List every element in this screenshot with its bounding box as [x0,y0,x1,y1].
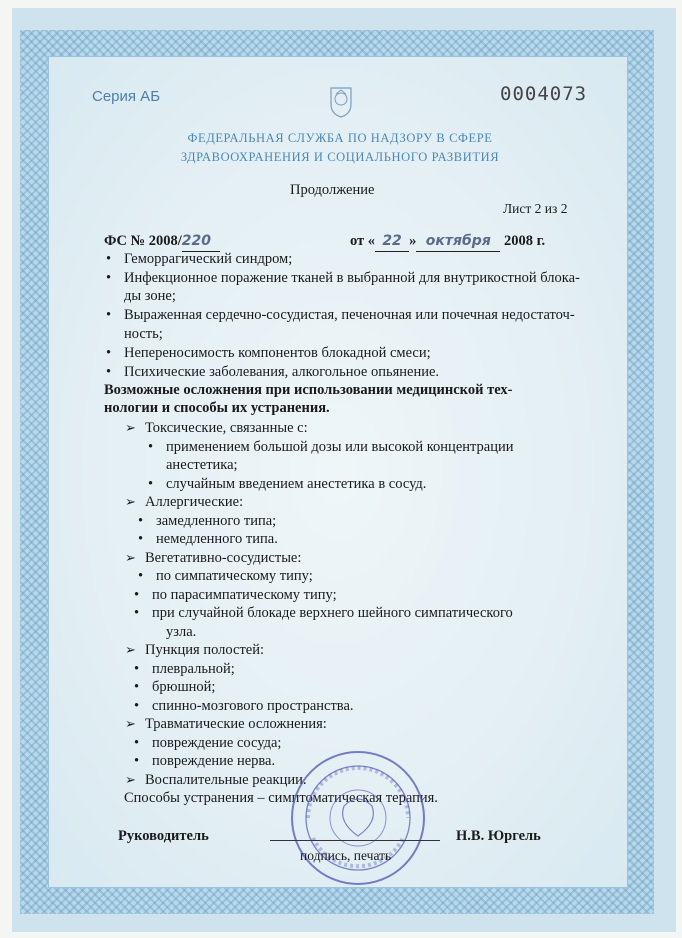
list-item: • повреждение сосуда; [152,733,281,753]
signatory-role: Руководитель [118,828,209,844]
coat-of-arms-icon [326,84,356,118]
list-item: • замедленного типа; [156,511,276,531]
date-prefix: от « [350,233,376,249]
list-item: • по парасимпатическому типу; [152,585,337,605]
list-item: • немедленного типа. [156,529,278,549]
fs-label: ФС № 2008/ [104,233,182,249]
list-item-cont: ды зоне; [124,288,176,304]
complications-title-2: нологии и способы их устранения. [104,400,330,416]
date-year: 2008 г. [503,233,546,249]
remedy-line: Способы устранения – симптоматическая терапия. [124,790,438,806]
group-toxic: ➢ Токсические, связанные с: [145,418,308,438]
agency-line-2: ЗДРАВООХРАНЕНИЯ И СОЦИАЛЬНОГО РАЗВИТИЯ [180,150,500,164]
group-trauma: ➢ Травматические осложнения: [145,714,327,734]
signature-caption: подпись, печать [300,848,392,863]
list-item: • случайным введением анестетика в сосуд. [166,474,426,494]
group-puncture: ➢ Пункция полостей: [145,640,264,660]
group-inflammation: ➢ Воспалительные реакции. [145,770,306,790]
list-item: • Инфекционное поражение тканей в выбранной для внутрикостной блока- [124,268,580,288]
list-item-cont: анестетика; [166,457,238,473]
agency-line-1: ФЕДЕРАЛЬНАЯ СЛУЖБА ПО НАДЗОРУ В СФЕРЕ [187,131,493,145]
list-item: • брюшной; [152,677,215,697]
signatory-name: Н.В. Юргель [456,828,541,844]
complications-title-1: Возможные осложнения при использовании медицинской тех- [104,382,513,398]
list-item: • повреждение нерва. [152,751,275,771]
continuation-label: Продолжение [290,182,375,198]
fs-number: 220 [182,231,220,252]
list-item-cont: ность; [124,326,163,342]
official-seal-icon [288,748,428,888]
list-item: • при случайной блокаде верхнего шейного симпатического [152,603,513,623]
list-item: • Геморрагический синдром; [124,249,292,269]
date-month: октября [416,231,500,252]
list-item: • Непереносимость компонентов блокадной смеси; [124,343,431,363]
sheet-label: Лист 2 из 2 [503,201,568,216]
list-item: • по симпатическому типу; [156,566,313,586]
series-label: Серия АБ [92,88,161,105]
list-item: • плевральной; [152,659,235,679]
signature-line [270,840,440,841]
list-item: • спинно-мозгового пространства. [152,696,354,716]
list-item-cont: узла. [166,624,197,640]
list-item: • применением большой дозы или высокой концентрации [166,437,514,457]
group-vegetative: ➢ Вегетативно-сосудистые: [145,548,301,568]
serial-number: 0004073 [500,83,588,105]
date-mid: » [409,233,417,249]
date-day: 22 [375,231,409,252]
date-line [350,231,545,252]
list-item: • Выраженная сердечно-сосудистая, печеночная или почечная недостаточ- [124,305,575,325]
list-item: • Психические заболевания, алкогольное опьянение. [124,362,439,382]
group-allergic: ➢ Аллергические: [145,492,243,512]
